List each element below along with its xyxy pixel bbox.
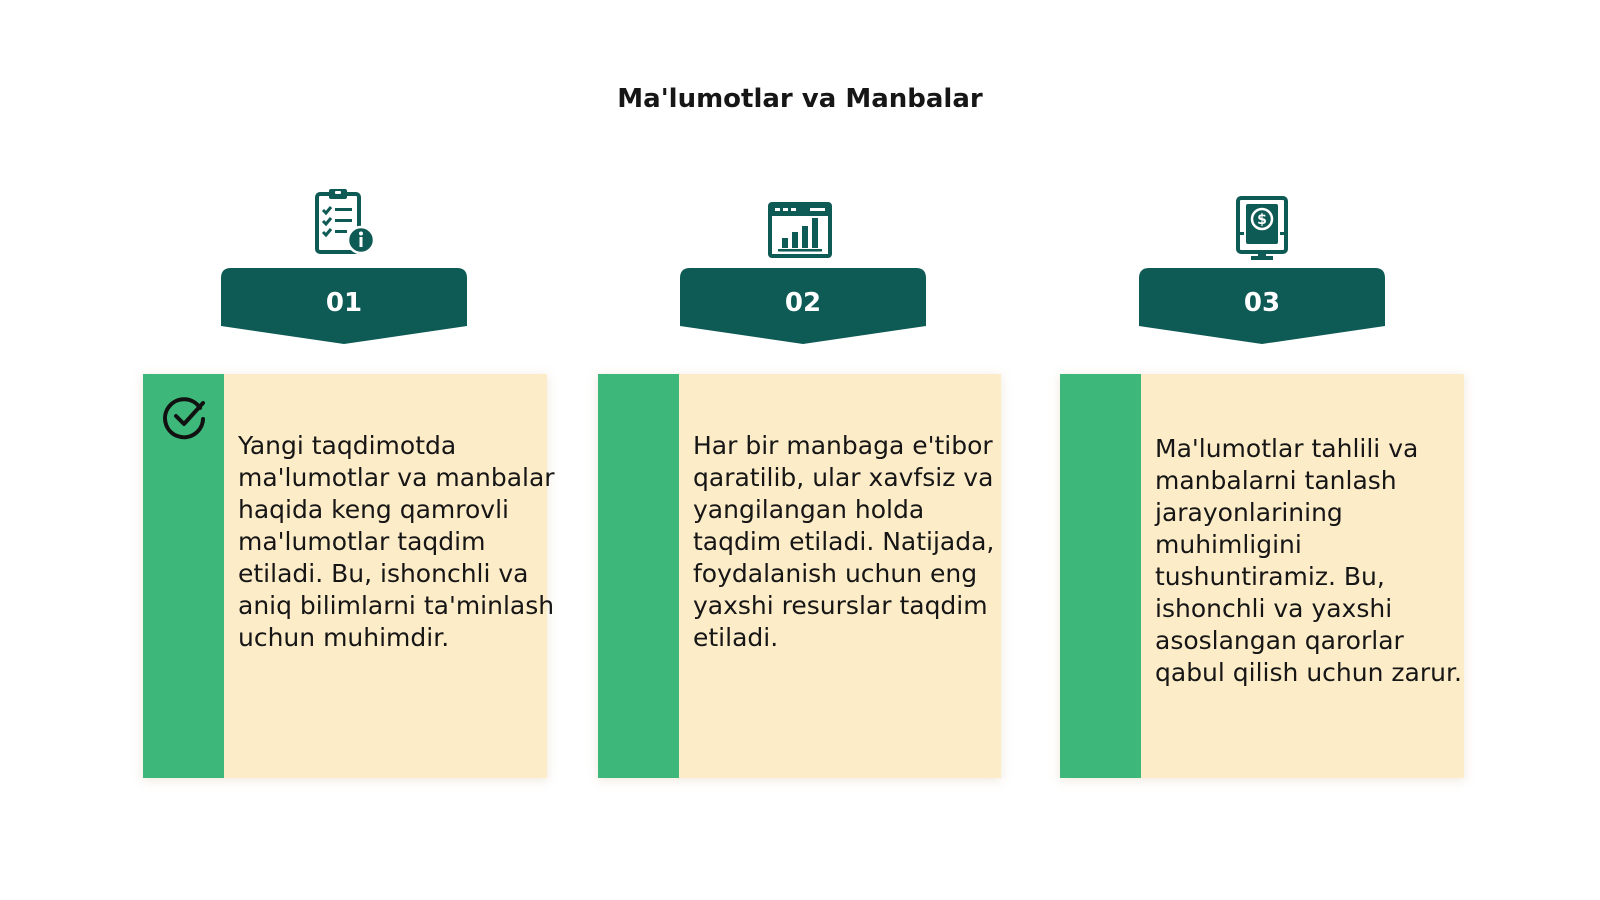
- card-text: Yangi taqdimotda ma'lumotlar va manbalar haqida keng qamrovli ma'lumotlar taqdim etiladi. Bu, ishonchli va aniq bilimlarni ta'minlash uchun muhimdir.: [238, 431, 555, 652]
- step-number: 03: [1243, 288, 1281, 318]
- info-card-02: [598, 374, 1001, 778]
- clipboard-checklist-info-icon: [309, 186, 381, 258]
- card-text: Har bir manbaga e'tibor qaratilib, ular xavfsiz va yangilangan holda taqdim etiladi. Natijada, foydalanish uchun eng yaxshi resurslar taqdim etiladi.: [693, 431, 995, 652]
- check-circle-icon: [162, 394, 208, 440]
- step-tab-03: [1139, 268, 1385, 352]
- step-tab-02: [680, 268, 926, 352]
- step-number: 02: [784, 288, 822, 318]
- page-title: Ma'lumotlar va Manbalar: [617, 84, 983, 114]
- card-accent-strip: [598, 374, 679, 778]
- info-card-03: [1060, 374, 1464, 778]
- card-accent-strip: [1060, 374, 1141, 778]
- card-text: Ma'lumotlar tahlili va manbalarni tanlash jarayonlarining muhimligini tushuntiramiz. Bu, ishonchli va yaxshi asoslangan qarorlar qabul qilish uchun zarur.: [1155, 434, 1462, 687]
- step-number: 01: [325, 288, 363, 318]
- card-accent-strip: [143, 374, 224, 778]
- step-tab-01: [221, 268, 467, 352]
- svg-text:$: $: [1257, 212, 1267, 228]
- browser-bar-chart-icon: [764, 194, 836, 266]
- info-card-01: [143, 374, 555, 778]
- monitor-dollar-icon: [1226, 192, 1298, 264]
